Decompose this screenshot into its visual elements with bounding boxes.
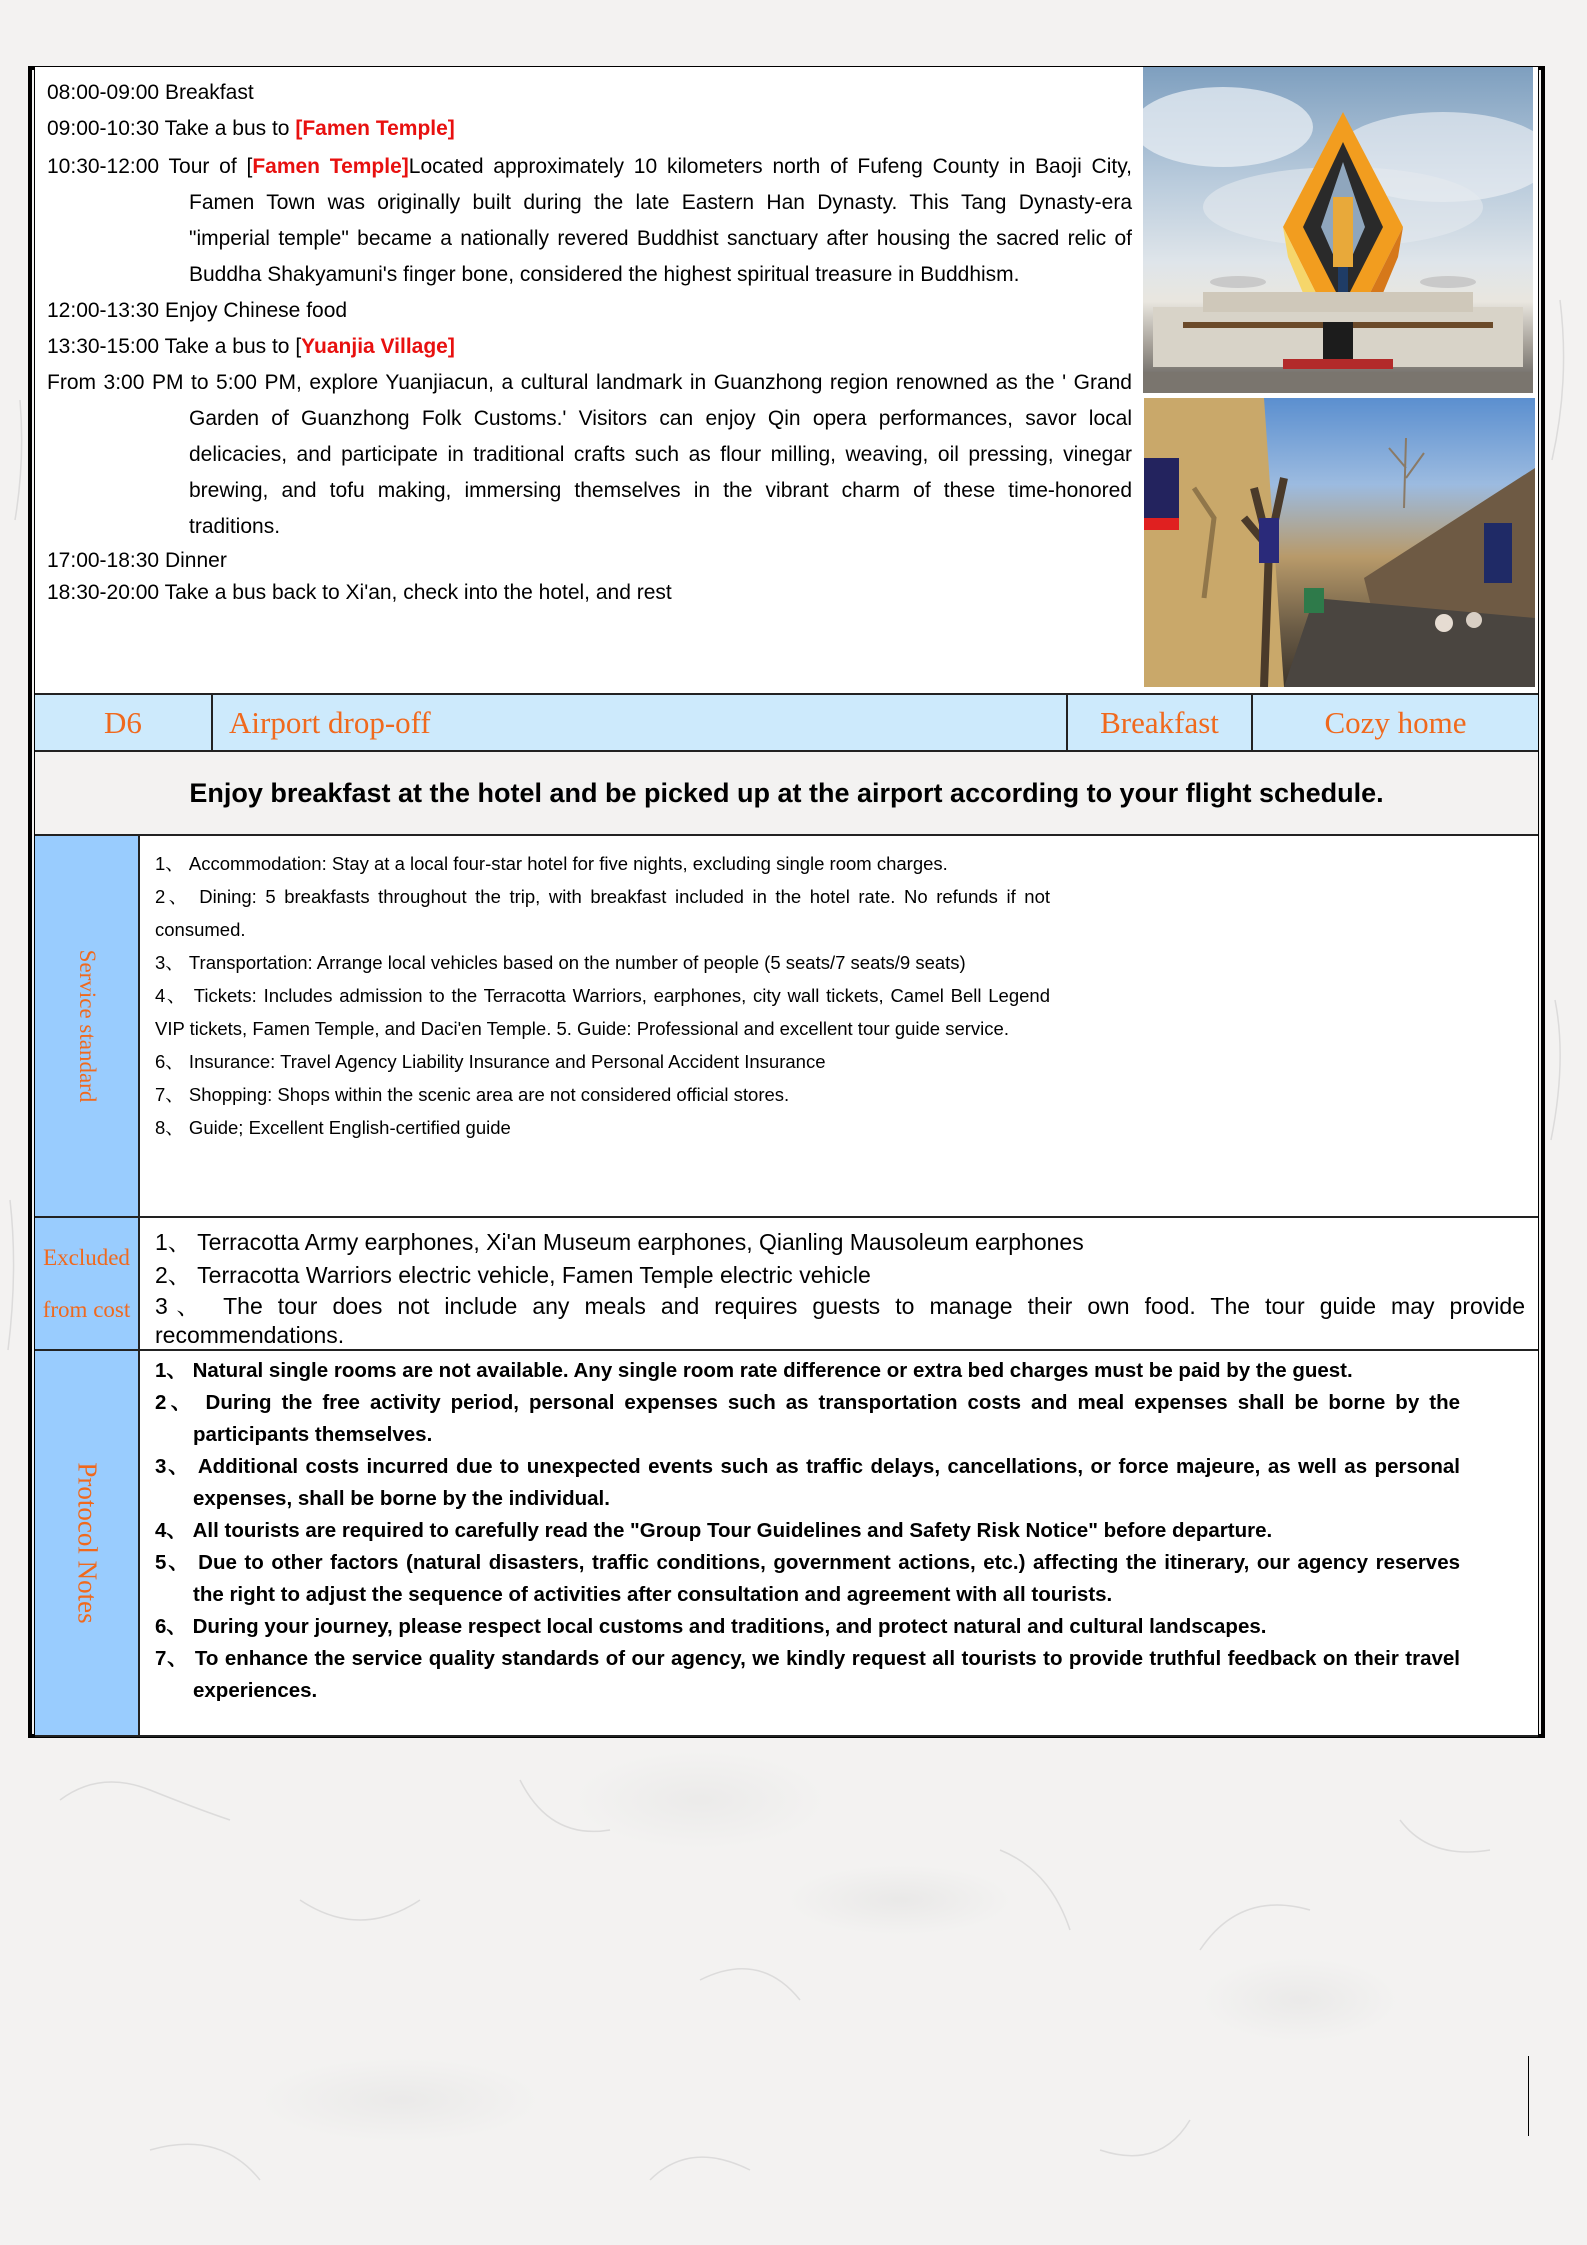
service-standard-section bbox=[35, 836, 1538, 1218]
protocol-item: 5、 Due to other factors (natural disasters, traffic conditions, government actions, etc.) affecting the itinerary, our agency reserves the right to adjust the sequence of activities after consultation and agreement with all tourists. bbox=[155, 1551, 1460, 1606]
day-meals: Breakfast bbox=[1068, 695, 1253, 750]
schedule-time: 17:00-18:30 bbox=[47, 549, 160, 572]
service-standard-label-cell bbox=[35, 836, 140, 1216]
schedule-item bbox=[47, 545, 1132, 577]
protocol-item: 3、 Additional costs incurred due to unexpected events such as traffic delays, cancellations, or force majeure, as well as personal expenses, shall be borne by the individual. bbox=[155, 1455, 1460, 1510]
day-title: Airport drop-off bbox=[213, 695, 1068, 750]
service-item: 3、 Transportation: Arrange local vehicles based on the number of people (5 seats/7 seats/9 seats) bbox=[155, 952, 966, 973]
excluded-item: 1、 Terracotta Army earphones, Xi'an Museum earphones, Qianling Mausoleum earphones bbox=[155, 1229, 1084, 1255]
schedule-text: Enjoy Chinese food bbox=[164, 299, 348, 322]
yuanjia-village-photo bbox=[1144, 398, 1535, 687]
service-standard-list bbox=[155, 847, 1050, 1144]
service-item: 8、 Guide; Excellent English-certified guide bbox=[155, 1117, 511, 1138]
day6-description: Enjoy breakfast at the hotel and be picked up at the airport according to your flight schedule. bbox=[35, 752, 1538, 836]
schedule-text: Take a bus to bbox=[164, 117, 296, 140]
service-item: 7、 Shopping: Shops within the scenic area are not considered official stores. bbox=[155, 1084, 790, 1105]
excluded-list bbox=[155, 1226, 1525, 1350]
excluded-from-cost-section bbox=[35, 1218, 1538, 1351]
excluded-label-line: from cost bbox=[42, 1296, 131, 1322]
schedule-time: 09:00-10:30 bbox=[47, 117, 160, 140]
schedule-item bbox=[47, 75, 1132, 111]
service-item: 6、 Insurance: Travel Agency Liability Insurance and Personal Accident Insurance bbox=[155, 1051, 826, 1072]
schedule-time: 10:30-12:00 bbox=[47, 155, 160, 178]
schedule-item bbox=[47, 577, 1132, 609]
schedule-text: Take a bus to [ bbox=[164, 335, 302, 358]
day5-schedule bbox=[47, 75, 1132, 609]
schedule-item-famen-tour bbox=[47, 149, 1132, 293]
excluded-label bbox=[35, 1232, 138, 1336]
schedule-text: Tour of [ bbox=[168, 155, 253, 178]
schedule-time: 13:30-15:00 bbox=[47, 335, 160, 358]
excluded-label-cell bbox=[35, 1218, 140, 1349]
schedule-item bbox=[47, 111, 1132, 147]
day-accommodation: Cozy home bbox=[1324, 705, 1467, 740]
destination-yuanjia-village: Yuanjia Village] bbox=[301, 335, 455, 358]
schedule-item bbox=[47, 293, 1132, 329]
schedule-time: 12:00-13:30 bbox=[47, 299, 160, 322]
protocol-notes-section bbox=[35, 1351, 1538, 1737]
schedule-text: Take a bus back to Xi'an, check into the hotel, and rest bbox=[164, 581, 672, 604]
protocol-item: 2、 During the free activity period, personal expenses such as transportation costs and meal expenses shall be borne by the participants themselves. bbox=[155, 1391, 1460, 1446]
destination-famen-temple: [Famen Temple] bbox=[295, 117, 455, 140]
protocol-notes-label-cell bbox=[35, 1351, 140, 1735]
protocol-item: 7、 To enhance the service quality standards of our agency, we kindly request all tourists to provide truthful feedback on their travel experiences. bbox=[155, 1647, 1460, 1702]
day-number: D6 bbox=[35, 695, 213, 750]
protocol-notes-list bbox=[155, 1355, 1460, 1707]
excluded-item: 2、 Terracotta Warriors electric vehicle, Famen Temple electric vehicle bbox=[155, 1262, 871, 1288]
destination-famen-temple: Famen Temple] bbox=[252, 155, 409, 178]
excluded-item: 3、 The tour does not include any meals and requires guests to manage their own food. The tour guide may provide recommendations. bbox=[155, 1293, 1525, 1348]
famen-temple-description: Located approximately 10 kilometers north of Fufeng County in Baoji City, Famen Town was originally built during the late Eastern Han Dynasty. This Tang Dynasty-era "imperial temple" became a nationally revered Buddhist sanctuary after housing the sacred relic of Buddha Shakyamuni's finger bone, considered the highest spiritual treasure in Buddhism. bbox=[189, 155, 1132, 286]
schedule-text: Dinner bbox=[164, 549, 227, 572]
protocol-item: 4、 All tourists are required to carefully read the "Group Tour Guidelines and Safety Risk Notice" before departure. bbox=[155, 1519, 1273, 1542]
service-item: 4、 Tickets: Includes admission to the Terracotta Warriors, earphones, city wall tickets, Camel Bell Legend VIP tickets, Famen Temple, and Daci'en Temple. 5. Guide: Professional and excellent tour guide service. bbox=[155, 985, 1050, 1039]
service-item: 2、 Dining: 5 breakfasts throughout the trip, with breakfast included in the hotel rate. No refunds if not consumed. bbox=[155, 886, 1050, 940]
protocol-notes-label: Protocol Notes bbox=[72, 1462, 102, 1624]
service-item: 1、 Accommodation: Stay at a local four-star hotel for five nights, excluding single room charges. bbox=[155, 853, 948, 874]
service-standard-label: Service standard bbox=[74, 949, 100, 1103]
yuanjia-village-description: From 3:00 PM to 5:00 PM, explore Yuanjiacun, a cultural landmark in Guanzhong region renowned as the ' Grand Garden of Guanzhong Folk Customs.' Visitors can enjoy Qin opera performances, savor local delicacies, and participate in traditional crafts such as flour milling, weaving, oil pressing, vinegar brewing, and tofu making, immersing themselves in the vibrant charm of these time-honored traditions. bbox=[47, 371, 1132, 538]
protocol-item: 6、 During your journey, please respect local customs and traditions, and protect natural and cultural landscapes. bbox=[155, 1615, 1267, 1638]
page-edge-marker bbox=[1528, 2056, 1529, 2136]
schedule-item-yuanjia-tour bbox=[47, 365, 1132, 545]
schedule-item bbox=[47, 329, 1132, 365]
schedule-time: 18:30-20:00 bbox=[47, 581, 160, 604]
excluded-label-line: Excluded bbox=[43, 1244, 130, 1270]
famen-temple-photo bbox=[1143, 67, 1533, 393]
day6-header-row bbox=[35, 693, 1538, 752]
schedule-time: 08:00-09:00 bbox=[47, 81, 160, 104]
day5-itinerary bbox=[35, 67, 1538, 693]
schedule-text: Breakfast bbox=[164, 81, 254, 104]
protocol-item: 1、 Natural single rooms are not available. Any single room rate difference or extra bed charges must be paid by the guest. bbox=[155, 1359, 1353, 1382]
